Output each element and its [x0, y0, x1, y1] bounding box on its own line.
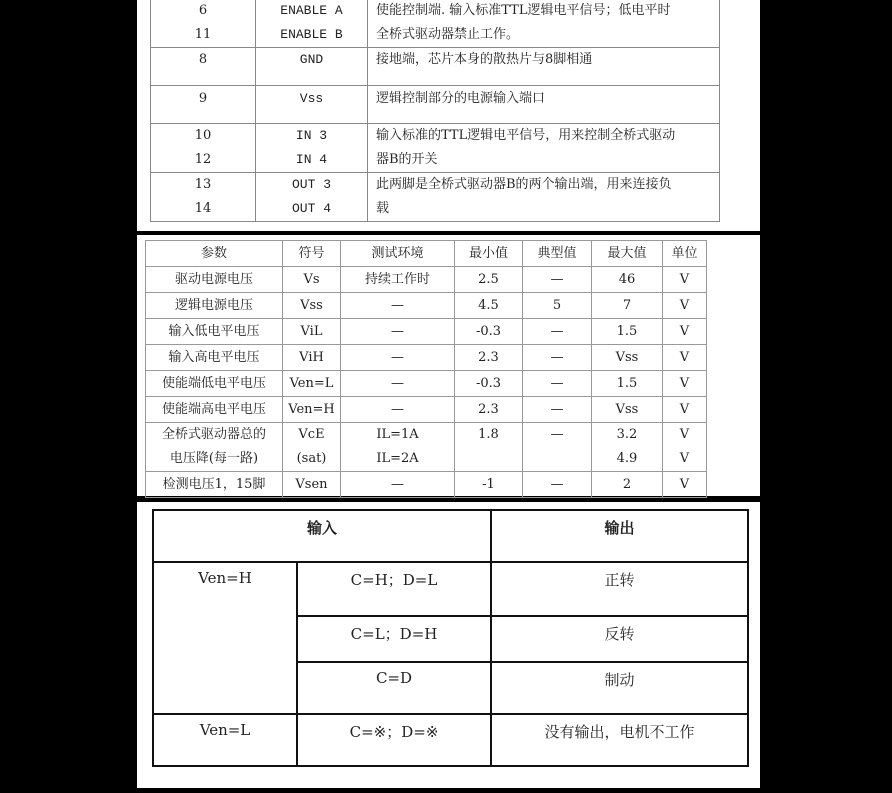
pin-name: IN 3 IN 4 [256, 124, 368, 173]
column-header: 符号 [283, 241, 341, 267]
param-condition: 持续工作时 [341, 267, 455, 293]
table-row [151, 0, 720, 48]
param-condition: — [341, 319, 455, 345]
param-max: 46 [592, 267, 663, 293]
column-header-input: 输入 [153, 510, 491, 562]
truth-table-panel [137, 502, 760, 788]
table-header-row [146, 241, 707, 267]
param-name: 全桥式驱动器总的 电压降(每一路) [146, 423, 283, 472]
pin-number: 9 [151, 86, 256, 124]
column-header: 最小值 [455, 241, 523, 267]
param-name: 使能端高电平电压 [146, 397, 283, 423]
param-condition: — [341, 371, 455, 397]
output-state: 反转 [491, 616, 748, 662]
param-symbol: Vss [283, 293, 341, 319]
table-header-row [153, 510, 748, 562]
param-name: 使能端低电平电压 [146, 371, 283, 397]
column-header: 典型值 [523, 241, 592, 267]
param-max: 2 [592, 472, 663, 498]
table-row [146, 397, 707, 423]
param-min: 1.8 [455, 423, 523, 472]
param-typ: — [523, 472, 592, 498]
param-symbol: VcE (sat) [283, 423, 341, 472]
param-symbol: Ven=L [283, 371, 341, 397]
column-header-output: 输出 [491, 510, 748, 562]
column-header: 单位 [663, 241, 707, 267]
param-name: 输入高电平电压 [146, 345, 283, 371]
pin-description: 此两脚是全桥式驱动器B的两个输出端，用来连接负 载 [368, 173, 720, 222]
param-min: 2.3 [455, 345, 523, 371]
input-cd: C=D [297, 662, 491, 714]
param-max: 3.2 4.9 [592, 423, 663, 472]
pin-name: Vss [256, 86, 368, 124]
param-min: 2.5 [455, 267, 523, 293]
param-condition: — [341, 293, 455, 319]
table-row [146, 267, 707, 293]
pin-name: OUT 3 OUT 4 [256, 173, 368, 222]
table-row [151, 48, 720, 86]
param-symbol: ViH [283, 345, 341, 371]
pin-number: 8 [151, 48, 256, 86]
param-min: 2.3 [455, 397, 523, 423]
param-typ: — [523, 397, 592, 423]
pin-description: 逻辑控制部分的电源输入端口 [368, 86, 720, 124]
input-cd: C=L；D=H [297, 616, 491, 662]
pin-description-table [150, 0, 720, 222]
table-row [151, 86, 720, 124]
param-condition: IL=1A IL=2A [341, 423, 455, 472]
param-condition: — [341, 345, 455, 371]
output-state: 没有输出，电机不工作 [491, 714, 748, 766]
param-min: -0.3 [455, 371, 523, 397]
truth-table [152, 509, 749, 767]
param-min: 4.5 [455, 293, 523, 319]
param-unit: V [663, 472, 707, 498]
output-state: 制动 [491, 662, 748, 714]
param-typ: — [523, 371, 592, 397]
table-row [146, 319, 707, 345]
param-unit: V [663, 293, 707, 319]
param-min: -0.3 [455, 319, 523, 345]
param-name: 输入低电平电压 [146, 319, 283, 345]
column-header: 参数 [146, 241, 283, 267]
param-min: -1 [455, 472, 523, 498]
param-symbol: Ven=H [283, 397, 341, 423]
param-typ: — [523, 267, 592, 293]
param-name: 检测电压1，15脚 [146, 472, 283, 498]
param-symbol: Vs [283, 267, 341, 293]
pin-number: 6 11 [151, 0, 256, 48]
param-max: 7 [592, 293, 663, 319]
electrical-parameters-table [145, 240, 707, 498]
enable-state: Ven=H [153, 562, 297, 714]
param-symbol: Vsen [283, 472, 341, 498]
param-unit: V [663, 267, 707, 293]
param-max: 1.5 [592, 319, 663, 345]
pin-description: 接地端，芯片本身的散热片与8脚相通 [368, 48, 720, 86]
output-state: 正转 [491, 562, 748, 616]
input-cd: C=※；D=※ [297, 714, 491, 766]
table-row [146, 345, 707, 371]
table-row [146, 472, 707, 498]
param-unit: V V [663, 423, 707, 472]
pin-number: 10 12 [151, 124, 256, 173]
param-typ: 5 [523, 293, 592, 319]
column-header: 最大值 [592, 241, 663, 267]
param-max: 1.5 [592, 371, 663, 397]
param-typ: — [523, 345, 592, 371]
column-header: 测试环境 [341, 241, 455, 267]
pin-name: ENABLE A ENABLE B [256, 0, 368, 48]
param-max: Vss [592, 397, 663, 423]
param-unit: V [663, 319, 707, 345]
table-row [151, 124, 720, 173]
table-row [146, 371, 707, 397]
param-typ: — [523, 319, 592, 345]
param-unit: V [663, 371, 707, 397]
param-unit: V [663, 397, 707, 423]
enable-state: Ven=L [153, 714, 297, 766]
table-row [146, 423, 707, 472]
param-name: 驱动电源电压 [146, 267, 283, 293]
pin-number: 13 14 [151, 173, 256, 222]
param-typ: — [523, 423, 592, 472]
pin-description: 使能控制端. 输入标准TTL逻辑电平信号；低电平时 全桥式驱动器禁止工作。 [368, 0, 720, 48]
param-symbol: ViL [283, 319, 341, 345]
param-condition: — [341, 397, 455, 423]
param-condition: — [341, 472, 455, 498]
table-row [153, 562, 748, 616]
table-row [151, 173, 720, 222]
table-row [146, 293, 707, 319]
pin-name: GND [256, 48, 368, 86]
input-cd: C=H；D=L [297, 562, 491, 616]
param-name: 逻辑电源电压 [146, 293, 283, 319]
pin-description: 输入标准的TTL逻辑电平信号，用来控制全桥式驱动 器B的开关 [368, 124, 720, 173]
pin-description-panel [137, 0, 760, 231]
electrical-parameters-panel [137, 235, 760, 496]
table-row [153, 714, 748, 766]
param-unit: V [663, 345, 707, 371]
param-max: Vss [592, 345, 663, 371]
